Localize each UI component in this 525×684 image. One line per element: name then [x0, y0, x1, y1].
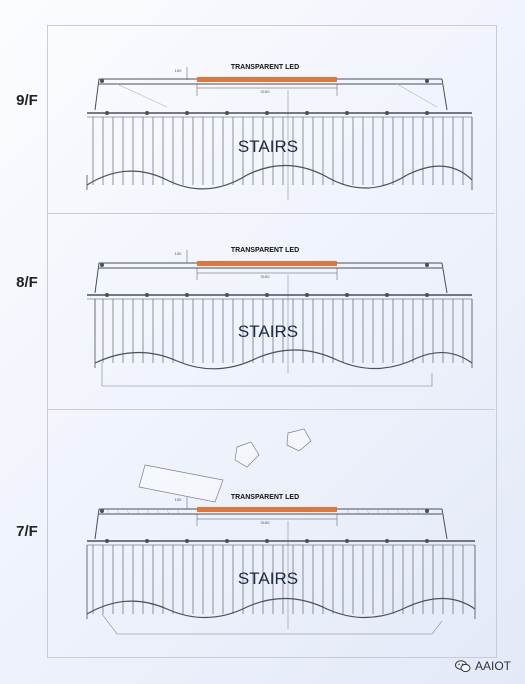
led-label: TRANSPARENT LED	[230, 64, 300, 71]
dim-small-label: 150	[174, 251, 182, 256]
led-strip	[197, 261, 337, 266]
dim-small-label: 150	[174, 497, 182, 502]
stairs-label: STAIRS	[237, 569, 299, 588]
watermark	[455, 659, 511, 673]
floor-label-8f: 8/F	[16, 274, 38, 291]
dim-led-label: 3150	[260, 520, 270, 525]
floor-label-9f: 9/F	[16, 92, 38, 109]
led-strip	[197, 507, 337, 512]
led-label: TRANSPARENT LED	[230, 494, 300, 501]
led-strip	[197, 77, 337, 82]
floor-label-7f: 7/F	[16, 523, 38, 540]
floor-panel-9f	[47, 25, 495, 214]
dim-small-label: 150	[174, 68, 182, 73]
elevation-drawing-9f	[47, 25, 495, 213]
floor-panel-7f	[47, 409, 495, 656]
stairs-label: STAIRS	[237, 322, 299, 341]
elevation-drawing-7f	[47, 409, 495, 656]
dim-led-label: 3150	[260, 89, 270, 94]
watermark-text: AAIOT	[474, 659, 511, 673]
floor-panel-8f	[47, 213, 495, 410]
stairs-label: STAIRS	[237, 137, 299, 156]
dim-led-label: 3150	[260, 274, 270, 279]
led-label: TRANSPARENT LED	[230, 247, 300, 254]
wechat-icon	[455, 660, 471, 673]
elevation-drawing-8f	[47, 213, 495, 409]
